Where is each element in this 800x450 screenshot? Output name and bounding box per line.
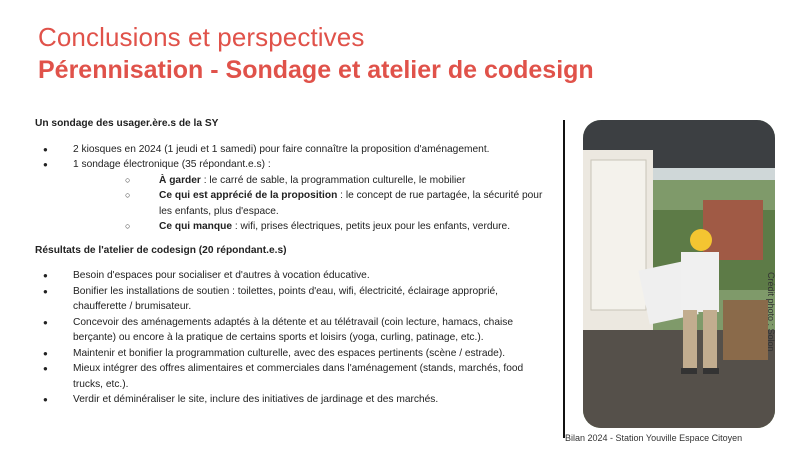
photo-credit: Crédit photo : Solon — [766, 272, 776, 352]
list-item-text: Besoin d'espaces pour socialiser et d'autres à vocation éducative. — [73, 270, 370, 281]
event-photo — [583, 120, 775, 428]
sub-item-label: Ce qui manque — [159, 221, 233, 232]
sub-list-item — [73, 173, 545, 189]
photo-illustration — [583, 120, 775, 428]
photo-caption: Bilan 2024 - Station Youville Espace Citoyen — [565, 433, 743, 443]
slide-title: Conclusions et perspectives — [38, 22, 365, 52]
list-item-text: 1 sondage électronique (35 répondant.e.s) : — [73, 159, 271, 170]
slide-subtitle: Pérennisation - Sondage et atelier de codesign — [38, 56, 594, 84]
list-item-text: Concevoir des aménagements adaptés à la détente et au télétravail (coin lecture, hamacs, chaise berçante) ou encore à la pratique de certains sports et loisirs (yoga, curling, patinage, etc.). — [73, 316, 514, 343]
list-item — [35, 346, 545, 362]
section-heading-survey: Un sondage des usager.ère.s de la SY — [35, 118, 219, 129]
sub-item-text: : wifi, prises électriques, petits jeux pour les enfants, verdure. — [232, 221, 511, 232]
sub-list-item — [73, 188, 545, 219]
list-item-text: Verdir et déminéraliser le site, inclure des initiatives de jardinage et des marchés. — [73, 394, 439, 405]
list-item-text: Mieux intégrer des offres alimentaires et commerciales dans l'aménagement (stands, marchés, food trucks, etc.). — [73, 363, 524, 390]
list-item — [35, 361, 545, 392]
list-item — [35, 157, 545, 235]
workshop-list — [35, 268, 545, 408]
sub-item-label: À garder — [159, 174, 201, 186]
sub-item-text: : le concept de rue partagée, la sécurité pour les enfants, plus d'espace. — [159, 190, 543, 217]
list-item — [35, 315, 545, 346]
list-item — [35, 392, 545, 408]
list-item — [35, 284, 545, 315]
slide-content — [35, 116, 545, 408]
list-item-text: 2 kiosques en 2024 (1 jeudi et 1 samedi) pour faire connaître la proposition d'aménagement. — [73, 143, 490, 155]
list-item — [35, 268, 545, 284]
survey-list — [35, 142, 545, 235]
section-heading-workshop: Résultats de l'atelier de codesign (20 répondant.e.s) — [35, 244, 287, 256]
sub-item-text: : le carré de sable, la programmation culturelle, le mobilier — [200, 174, 466, 186]
survey-sublist — [73, 173, 545, 235]
list-item — [35, 142, 545, 158]
vertical-divider — [563, 120, 565, 438]
sub-item-label: Ce qui est apprécié de la proposition — [159, 190, 338, 201]
list-item-text: Maintenir et bonifier la programmation culturelle, avec des espaces pertinents (scène / estrade). — [73, 347, 506, 359]
list-item-text: Bonifier les installations de soutien : toilettes, points d'eau, wifi, électricité, éclairage approprié, chaufferette / brumisateur. — [73, 285, 498, 312]
sub-list-item — [73, 219, 545, 235]
